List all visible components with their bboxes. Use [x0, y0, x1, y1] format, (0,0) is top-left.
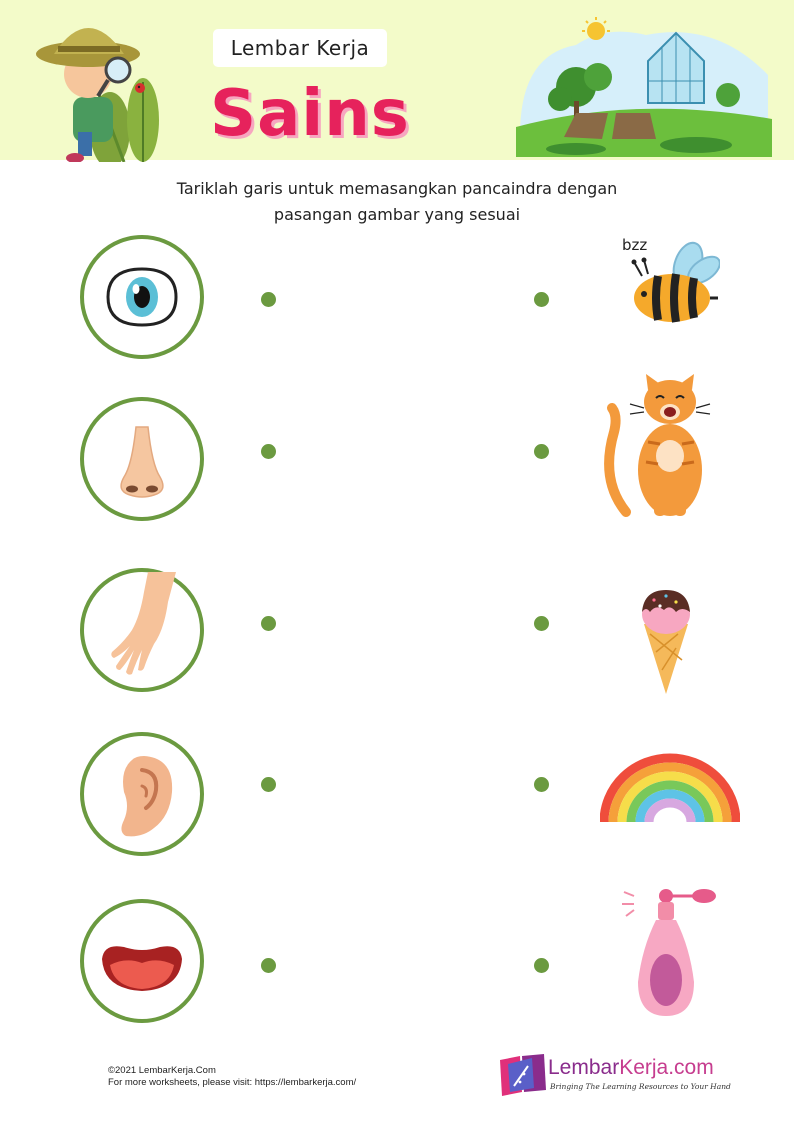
- bee-sound-caption: bzz: [622, 236, 648, 254]
- brand-name-main: Lembar: [548, 1056, 620, 1079]
- nose-circle: [80, 397, 204, 521]
- brand-logo[interactable]: [498, 1052, 731, 1102]
- brand-name: [548, 1056, 714, 1080]
- footer-info: [108, 1065, 356, 1089]
- connect-dot-right-5[interactable]: [534, 958, 549, 973]
- connect-dot-right-3[interactable]: [534, 616, 549, 631]
- header-banner: [0, 0, 794, 160]
- hand-icon: [84, 572, 200, 688]
- mouth-icon: [84, 903, 200, 1019]
- instruction-line-2: pasangan gambar yang sesuai: [273, 205, 521, 224]
- instruction-line-1: Tariklah garis untuk memasangkan pancaindra dengan: [176, 179, 618, 198]
- nose-icon: [84, 401, 200, 517]
- connect-dot-left-5[interactable]: [261, 958, 276, 973]
- connect-dot-right-1[interactable]: [534, 292, 549, 307]
- connect-dot-right-4[interactable]: [534, 777, 549, 792]
- connect-dot-left-3[interactable]: [261, 616, 276, 631]
- ear-icon: [84, 736, 200, 852]
- worksheet-subtitle: Lembar Kerja: [213, 29, 387, 67]
- hand-circle: [80, 568, 204, 692]
- eye-icon: [84, 239, 200, 355]
- perfume-icon: [620, 884, 720, 1020]
- cat-icon: [604, 372, 716, 520]
- visit-text: For more worksheets, please visit: https://lembarkerja.com/: [108, 1077, 357, 1088]
- connect-dot-left-1[interactable]: [261, 292, 276, 307]
- eye-circle: [80, 235, 204, 359]
- connect-dot-right-2[interactable]: [534, 444, 549, 459]
- instruction-text: [100, 176, 694, 228]
- brand-name-accent: Kerja.com: [619, 1056, 714, 1079]
- ear-circle: [80, 732, 204, 856]
- connect-dot-left-4[interactable]: [261, 777, 276, 792]
- connect-dot-left-2[interactable]: [261, 444, 276, 459]
- bee-icon: [628, 240, 720, 328]
- child-explorer-icon: [28, 12, 178, 162]
- mouth-circle: [80, 899, 204, 1023]
- copyright-text: ©2021 LembarKerja.Com: [108, 1065, 216, 1076]
- page-title: Sains: [210, 77, 410, 151]
- greenhouse-garden-icon: [516, 15, 772, 157]
- book-logo-icon: [498, 1052, 548, 1098]
- brand-tagline: Bringing The Learning Resources to Your Hand: [550, 1082, 731, 1091]
- ice-cream-icon: [638, 584, 694, 696]
- rainbow-icon: [600, 752, 740, 824]
